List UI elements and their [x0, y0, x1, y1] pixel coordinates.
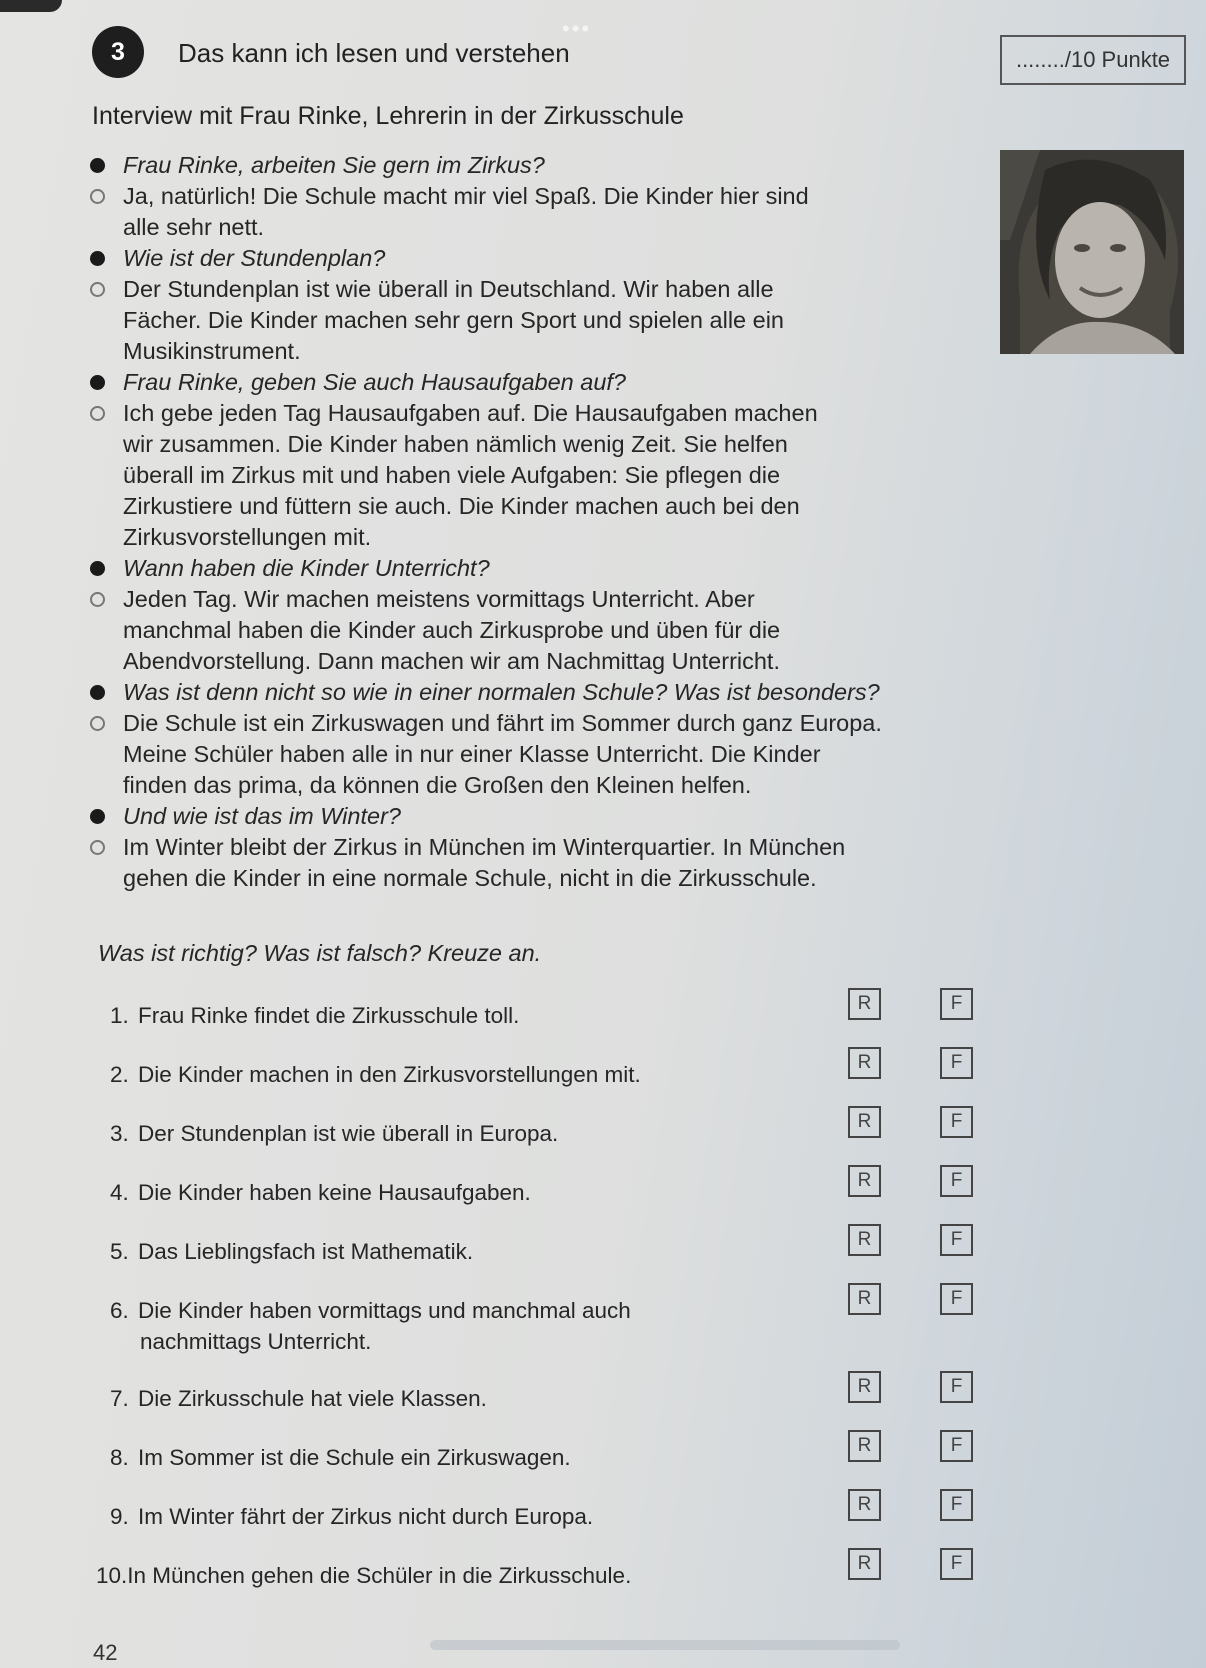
- statement-item: [110, 1059, 750, 1090]
- statement-item: [110, 1442, 750, 1473]
- dialog-line: Frau Rinke, arbeiten Sie gern im Zirkus?: [123, 152, 545, 178]
- dialog-line: Der Stundenplan ist wie überall in Deutschland. Wir haben alle: [123, 276, 774, 302]
- richtig-checkbox[interactable]: R: [848, 988, 881, 1020]
- richtig-checkbox[interactable]: R: [848, 1224, 881, 1256]
- hollow-bullet-icon: [90, 406, 105, 421]
- statement-text: Das Lieblingsfach ist Mathematik.: [138, 1239, 474, 1264]
- dialog-line: Die Schule ist ein Zirkuswagen und fährt im Sommer durch ganz Europa.: [123, 710, 882, 736]
- filled-bullet-icon: [90, 685, 105, 700]
- statement-text: Im Winter fährt der Zirkus nicht durch Europa.: [138, 1504, 594, 1529]
- richtig-checkbox[interactable]: R: [848, 1548, 881, 1580]
- dialog-line: Wann haben die Kinder Unterricht?: [123, 555, 490, 581]
- falsch-checkbox[interactable]: F: [940, 1489, 973, 1521]
- richtig-checkbox[interactable]: R: [848, 1165, 881, 1197]
- hollow-bullet-icon: [90, 189, 105, 204]
- dialog-line: Was ist denn nicht so wie in einer normalen Schule? Was ist besonders?: [123, 679, 880, 705]
- interview-answer: [90, 274, 990, 367]
- dialog-line: Abendvorstellung. Dann machen wir am Nachmittag Unterricht.: [123, 648, 780, 674]
- statement-number: 9.: [110, 1504, 129, 1529]
- statement-text: Frau Rinke findet die Zirkusschule toll.: [138, 1003, 520, 1028]
- statement-item: [110, 1236, 750, 1267]
- statement-number: 7.: [110, 1386, 129, 1411]
- falsch-checkbox[interactable]: F: [940, 1106, 973, 1138]
- dialog-line: finden das prima, da können die Großen den Kleinen helfen.: [123, 772, 752, 798]
- filled-bullet-icon: [90, 809, 105, 824]
- statement-number: 5.: [110, 1239, 129, 1264]
- statement-text: Im Sommer ist die Schule ein Zirkuswagen.: [138, 1445, 571, 1470]
- statement-text: Der Stundenplan ist wie überall in Europa.: [138, 1121, 559, 1146]
- interview-answer: [90, 584, 990, 677]
- statement-text: Die Zirkusschule hat viele Klassen.: [138, 1386, 487, 1411]
- dialog-line: Meine Schüler haben alle in nur einer Klasse Unterricht. Die Kinder: [123, 741, 821, 767]
- statement-number: 2.: [110, 1062, 129, 1087]
- statement-item: [110, 1000, 750, 1031]
- richtig-checkbox[interactable]: R: [848, 1106, 881, 1138]
- richtig-checkbox[interactable]: R: [848, 1371, 881, 1403]
- dialog-line: wir zusammen. Die Kinder haben nämlich wenig Zeit. Sie helfen: [123, 431, 788, 457]
- interview-dialog: [90, 150, 990, 894]
- score-box: ......../10 Punkte: [1000, 35, 1186, 85]
- dialog-line: Und wie ist das im Winter?: [123, 803, 401, 829]
- statement-number: 4.: [110, 1180, 129, 1205]
- interview-answer: [90, 832, 990, 894]
- richtig-checkbox[interactable]: R: [848, 1430, 881, 1462]
- page-edge: [0, 0, 62, 12]
- filled-bullet-icon: [90, 375, 105, 390]
- falsch-checkbox[interactable]: F: [940, 1165, 973, 1197]
- statement-item: [110, 1295, 750, 1357]
- dialog-line: Im Winter bleibt der Zirkus in München im Winterquartier. In München: [123, 834, 846, 860]
- falsch-checkbox[interactable]: F: [940, 988, 973, 1020]
- statement-item: [110, 1118, 750, 1149]
- statement-text: Die Kinder machen in den Zirkusvorstellungen mit.: [138, 1062, 641, 1087]
- statement-number: 3.: [110, 1121, 129, 1146]
- interview-question: [90, 367, 990, 398]
- interview-question: [90, 801, 990, 832]
- hollow-bullet-icon: [90, 282, 105, 297]
- interview-question: [90, 677, 990, 708]
- dialog-line: alle sehr nett.: [123, 214, 265, 240]
- statement-item: [96, 1560, 736, 1591]
- interview-answer: [90, 398, 990, 553]
- dialog-line: Fächer. Die Kinder machen sehr gern Sport und spielen alle ein: [123, 307, 784, 333]
- statement-text: Die Kinder haben keine Hausaufgaben.: [138, 1180, 531, 1205]
- statement-item: [110, 1501, 750, 1532]
- exercise-number-badge: 3: [92, 26, 144, 78]
- page-number: 42: [93, 1640, 118, 1665]
- dialog-line: Musikinstrument.: [123, 338, 301, 364]
- exercise-title: Das kann ich lesen und verstehen: [178, 38, 570, 68]
- falsch-checkbox[interactable]: F: [940, 1283, 973, 1315]
- statement-number: 1.: [110, 1003, 129, 1028]
- statement-number: 10.: [96, 1563, 128, 1588]
- filled-bullet-icon: [90, 251, 105, 266]
- falsch-checkbox[interactable]: F: [940, 1371, 973, 1403]
- statement-number: 6.: [110, 1298, 129, 1323]
- interview-title: Interview mit Frau Rinke, Lehrerin in der Zirkusschule: [92, 102, 684, 130]
- interview-question: [90, 150, 990, 181]
- statement-text: Die Kinder haben vormittags und manchmal auch: [138, 1298, 631, 1323]
- statement-text: nachmittags Unterricht.: [140, 1329, 372, 1354]
- richtig-checkbox[interactable]: R: [848, 1489, 881, 1521]
- hollow-bullet-icon: [90, 840, 105, 855]
- dialog-line: Jeden Tag. Wir machen meistens vormittags Unterricht. Aber: [123, 586, 755, 612]
- dialog-line: überall im Zirkus mit und haben viele Aufgaben: Sie pflegen die: [123, 462, 781, 488]
- falsch-checkbox[interactable]: F: [940, 1224, 973, 1256]
- dialog-line: Ja, natürlich! Die Schule macht mir viel Spaß. Die Kinder hier sind: [123, 183, 809, 209]
- teacher-photo: [1000, 150, 1184, 354]
- richtig-checkbox[interactable]: R: [848, 1283, 881, 1315]
- interview-answer: [90, 708, 990, 801]
- bottom-scroll-bar: [430, 1640, 900, 1650]
- falsch-checkbox[interactable]: F: [940, 1548, 973, 1580]
- dialog-line: Zirkustiere und füttern sie auch. Die Kinder machen auch bei den: [123, 493, 800, 519]
- dialog-line: Zirkusvorstellungen mit.: [123, 524, 372, 550]
- statement-item: [110, 1383, 750, 1414]
- interview-answer: [90, 181, 990, 243]
- dialog-line: gehen die Kinder in eine normale Schule, nicht in die Zirkusschule.: [123, 865, 817, 891]
- statement-text: In München gehen die Schüler in die Zirkusschule.: [127, 1563, 632, 1588]
- filled-bullet-icon: [90, 561, 105, 576]
- interview-question: [90, 553, 990, 584]
- dialog-line: Frau Rinke, geben Sie auch Hausaufgaben auf?: [123, 369, 626, 395]
- interview-question: [90, 243, 990, 274]
- falsch-checkbox[interactable]: F: [940, 1430, 973, 1462]
- falsch-checkbox[interactable]: F: [940, 1047, 973, 1079]
- filled-bullet-icon: [90, 158, 105, 173]
- task-instruction: Was ist richtig? Was ist falsch? Kreuze an.: [98, 940, 542, 966]
- dialog-line: Ich gebe jeden Tag Hausaufgaben auf. Die Hausaufgaben machen: [123, 400, 818, 426]
- statement-number: 8.: [110, 1445, 129, 1470]
- dialog-line: Wie ist der Stundenplan?: [123, 245, 386, 271]
- richtig-checkbox[interactable]: R: [848, 1047, 881, 1079]
- dialog-line: manchmal haben die Kinder auch Zirkusprobe und üben für die: [123, 617, 781, 643]
- more-dots-icon: •••: [562, 16, 592, 41]
- hollow-bullet-icon: [90, 592, 105, 607]
- statement-item: [110, 1177, 750, 1208]
- hollow-bullet-icon: [90, 716, 105, 731]
